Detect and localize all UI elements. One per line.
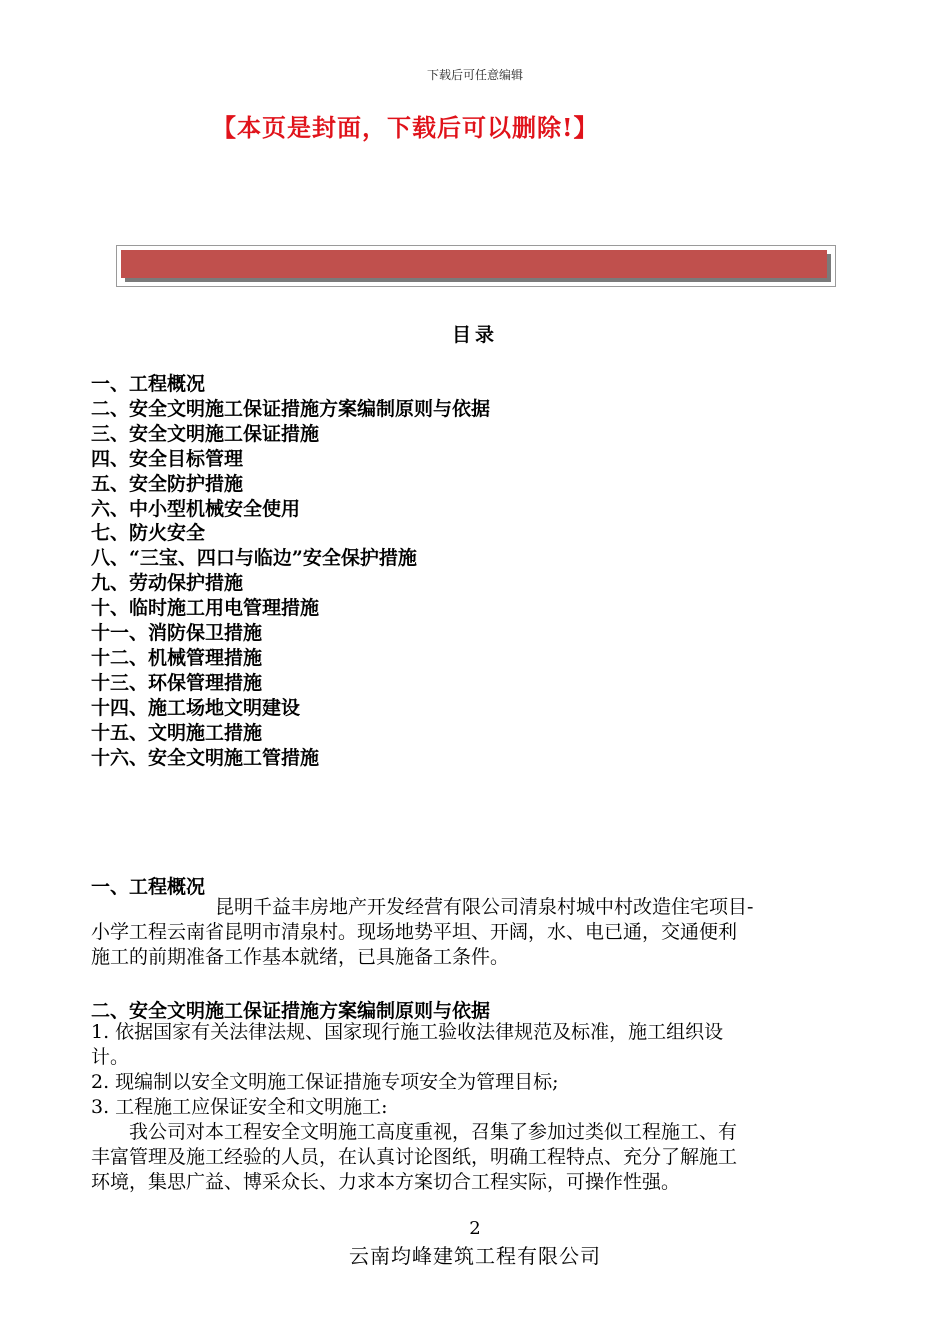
- toc-item[interactable]: 十二、机械管理措施: [91, 646, 263, 669]
- section-1-heading: 一、工程概况: [91, 876, 206, 898]
- toc-title: 目录: [451, 324, 498, 346]
- toc-item[interactable]: 十一、消防保卫措施: [91, 622, 263, 645]
- toc-item[interactable]: 十四、施工场地文明建设: [91, 696, 301, 719]
- paragraph-line: 丰富管理及施工经验的人员，在认真讨论图纸，明确工程特点、充分了解施工: [91, 1146, 738, 1168]
- toc-item[interactable]: 一、工程概况: [91, 373, 206, 395]
- title-banner-fill: [121, 250, 827, 278]
- toc-item[interactable]: 九、劳动保护措施: [91, 572, 244, 595]
- toc-item[interactable]: 十六、安全文明施工管措施: [91, 746, 320, 769]
- paragraph-line: 环境，集思广益、博采众长、力求本方案切合工程实际，可操作性强。: [91, 1171, 681, 1193]
- paragraph-line: 小学工程云南省昆明市清泉村。现场地势平坦、开阔，水、电已通，交通便利: [91, 921, 738, 943]
- cover-notice: 【本页是封面，下载后可以删除!】: [212, 113, 599, 142]
- page-number: 2: [469, 1218, 481, 1239]
- section-2-body: [91, 1020, 861, 1195]
- paragraph-line: 3. 工程施工应保证安全和文明施工:: [91, 1096, 388, 1118]
- header-note: 下载后可任意编辑: [426, 68, 523, 82]
- paragraph-line: 施工的前期准备工作基本就绪，已具施备工条件。: [91, 946, 510, 968]
- toc-item[interactable]: 六、中小型机械安全使用: [91, 497, 301, 520]
- toc-item[interactable]: 五、安全防护措施: [91, 472, 244, 495]
- paragraph-line: 我公司对本工程安全文明施工高度重视，召集了参加过类似工程施工、有: [129, 1121, 738, 1143]
- toc-item[interactable]: 七、防火安全: [91, 522, 206, 545]
- section-2-heading: 二、安全文明施工保证措施方案编制原则与依据: [91, 1000, 491, 1022]
- paragraph-line: 1. 依据国家有关法律法规、国家现行施工验收法律规范及标准，施工组织设: [91, 1021, 724, 1043]
- toc-item[interactable]: 三、安全文明施工保证措施: [91, 422, 320, 445]
- paragraph-line: 计。: [91, 1046, 130, 1068]
- toc-item[interactable]: 十三、环保管理措施: [91, 671, 263, 694]
- toc-item[interactable]: 二、安全文明施工保证措施方案编制原则与依据: [91, 397, 491, 420]
- paragraph-line: 2. 现编制以安全文明施工保证措施专项安全为管理目标;: [91, 1071, 559, 1093]
- table-of-contents: [91, 372, 490, 771]
- paragraph-line: 昆明千益丰房地产开发经营有限公司清泉村城中村改造住宅项目-: [215, 896, 754, 918]
- toc-item[interactable]: 八、“三宝、四口与临边”安全保护措施: [91, 547, 417, 570]
- title-banner: [116, 245, 836, 287]
- toc-item[interactable]: 十、临时施工用电管理措施: [91, 597, 320, 620]
- footer-company-name: 云南均峰建筑工程有限公司: [349, 1244, 601, 1268]
- section-1-body: [91, 895, 861, 970]
- toc-item[interactable]: 十五、文明施工措施: [91, 721, 263, 744]
- toc-item[interactable]: 四、安全目标管理: [91, 447, 244, 470]
